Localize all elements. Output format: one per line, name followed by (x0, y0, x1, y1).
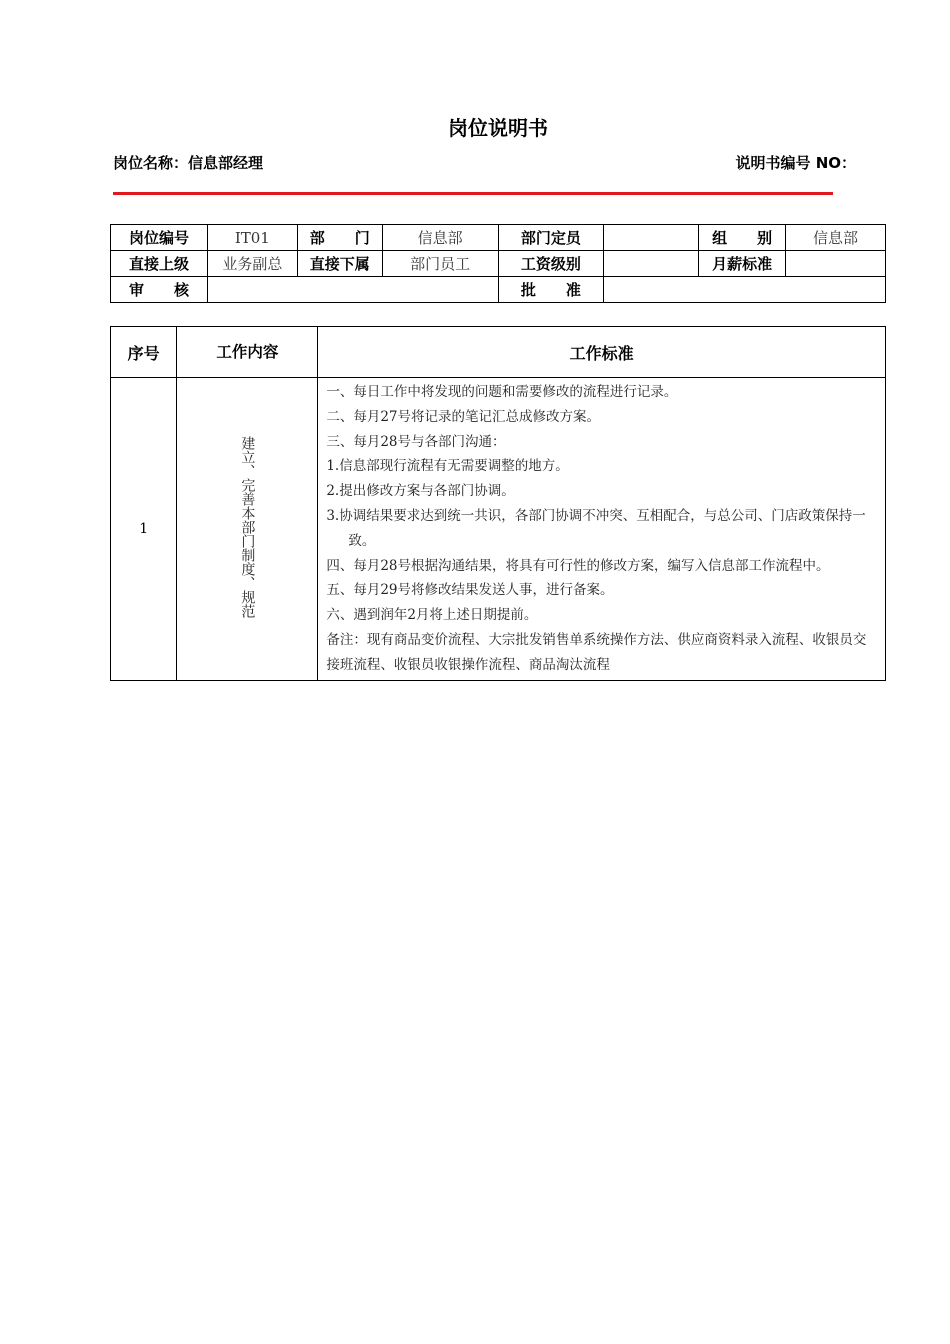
doc-number: 说明书编号 NO： (735, 154, 856, 172)
label-group: 组 别 (699, 225, 786, 251)
info-table (110, 224, 886, 303)
value-subordinates: 部门员工 (382, 251, 498, 277)
table-row (111, 378, 886, 681)
value-salary-grade (604, 251, 699, 277)
header-standard: 工作标准 (318, 327, 886, 378)
value-headcount (604, 225, 699, 251)
value-department: 信息部 (382, 225, 498, 251)
label-approve: 批 准 (498, 277, 604, 303)
duty-table (110, 326, 886, 681)
label-supervisor: 直接上级 (111, 251, 208, 277)
header-content: 工作内容 (177, 327, 318, 378)
info-row (111, 225, 886, 251)
duty-header-row (111, 327, 886, 378)
label-headcount: 部门定员 (498, 225, 604, 251)
standard-line: 2.提出修改方案与各部门协调。 (326, 483, 515, 500)
row-standard (318, 378, 886, 681)
standard-line: 二、每月27号将记录的笔记汇总成修改方案。 (326, 408, 601, 425)
info-row (111, 277, 886, 303)
standard-line: 3.协调结果要求达到统一共识，各部门协调不冲突、互相配合，与总公司、门店政策保持一致。 (326, 507, 866, 549)
label-salary-grade: 工资级别 (498, 251, 604, 277)
value-monthly-salary (786, 251, 886, 277)
standard-line: 六、遇到润年2月将上述日期提前。 (326, 607, 538, 624)
standard-line: 三、每月28号与各部门沟通： (326, 433, 506, 450)
label-position-code: 岗位编号 (111, 225, 208, 251)
standard-line: 五、每月29号将修改结果发送人事，进行备案。 (326, 582, 614, 599)
label-review: 审 核 (111, 277, 208, 303)
standard-note: 备注：现有商品变价流程、大宗批发销售单系统操作方法、供应商资料录入流程、收银员交接班流程、收银员收银操作流程、商品淘汰流程 (326, 631, 867, 673)
label-subordinates: 直接下属 (297, 251, 382, 277)
row-seq: 1 (111, 378, 177, 681)
red-divider (113, 192, 833, 195)
info-row (111, 251, 886, 277)
value-group: 信息部 (786, 225, 886, 251)
label-department: 部 门 (297, 225, 382, 251)
value-approve (604, 277, 886, 303)
row-content: 建立、完善本部门制度、规范 (239, 435, 256, 618)
label-monthly-salary: 月薪标准 (699, 251, 786, 277)
value-review (207, 277, 498, 303)
page-title: 岗位说明书 (448, 116, 548, 140)
standard-line: 四、每月28号根据沟通结果，将具有可行性的修改方案，编写入信息部工作流程中。 (326, 557, 830, 574)
standard-line: 一、每日工作中将发现的问题和需要修改的流程进行记录。 (326, 384, 678, 400)
position-name: 岗位名称：信息部经理 (113, 154, 264, 172)
value-supervisor: 业务副总 (207, 251, 297, 277)
standard-line: 1.信息部现行流程有无需要调整的地方。 (326, 458, 569, 475)
row-content-cell (177, 378, 318, 681)
value-position-code: IT01 (207, 225, 297, 251)
header-seq: 序号 (111, 327, 177, 378)
